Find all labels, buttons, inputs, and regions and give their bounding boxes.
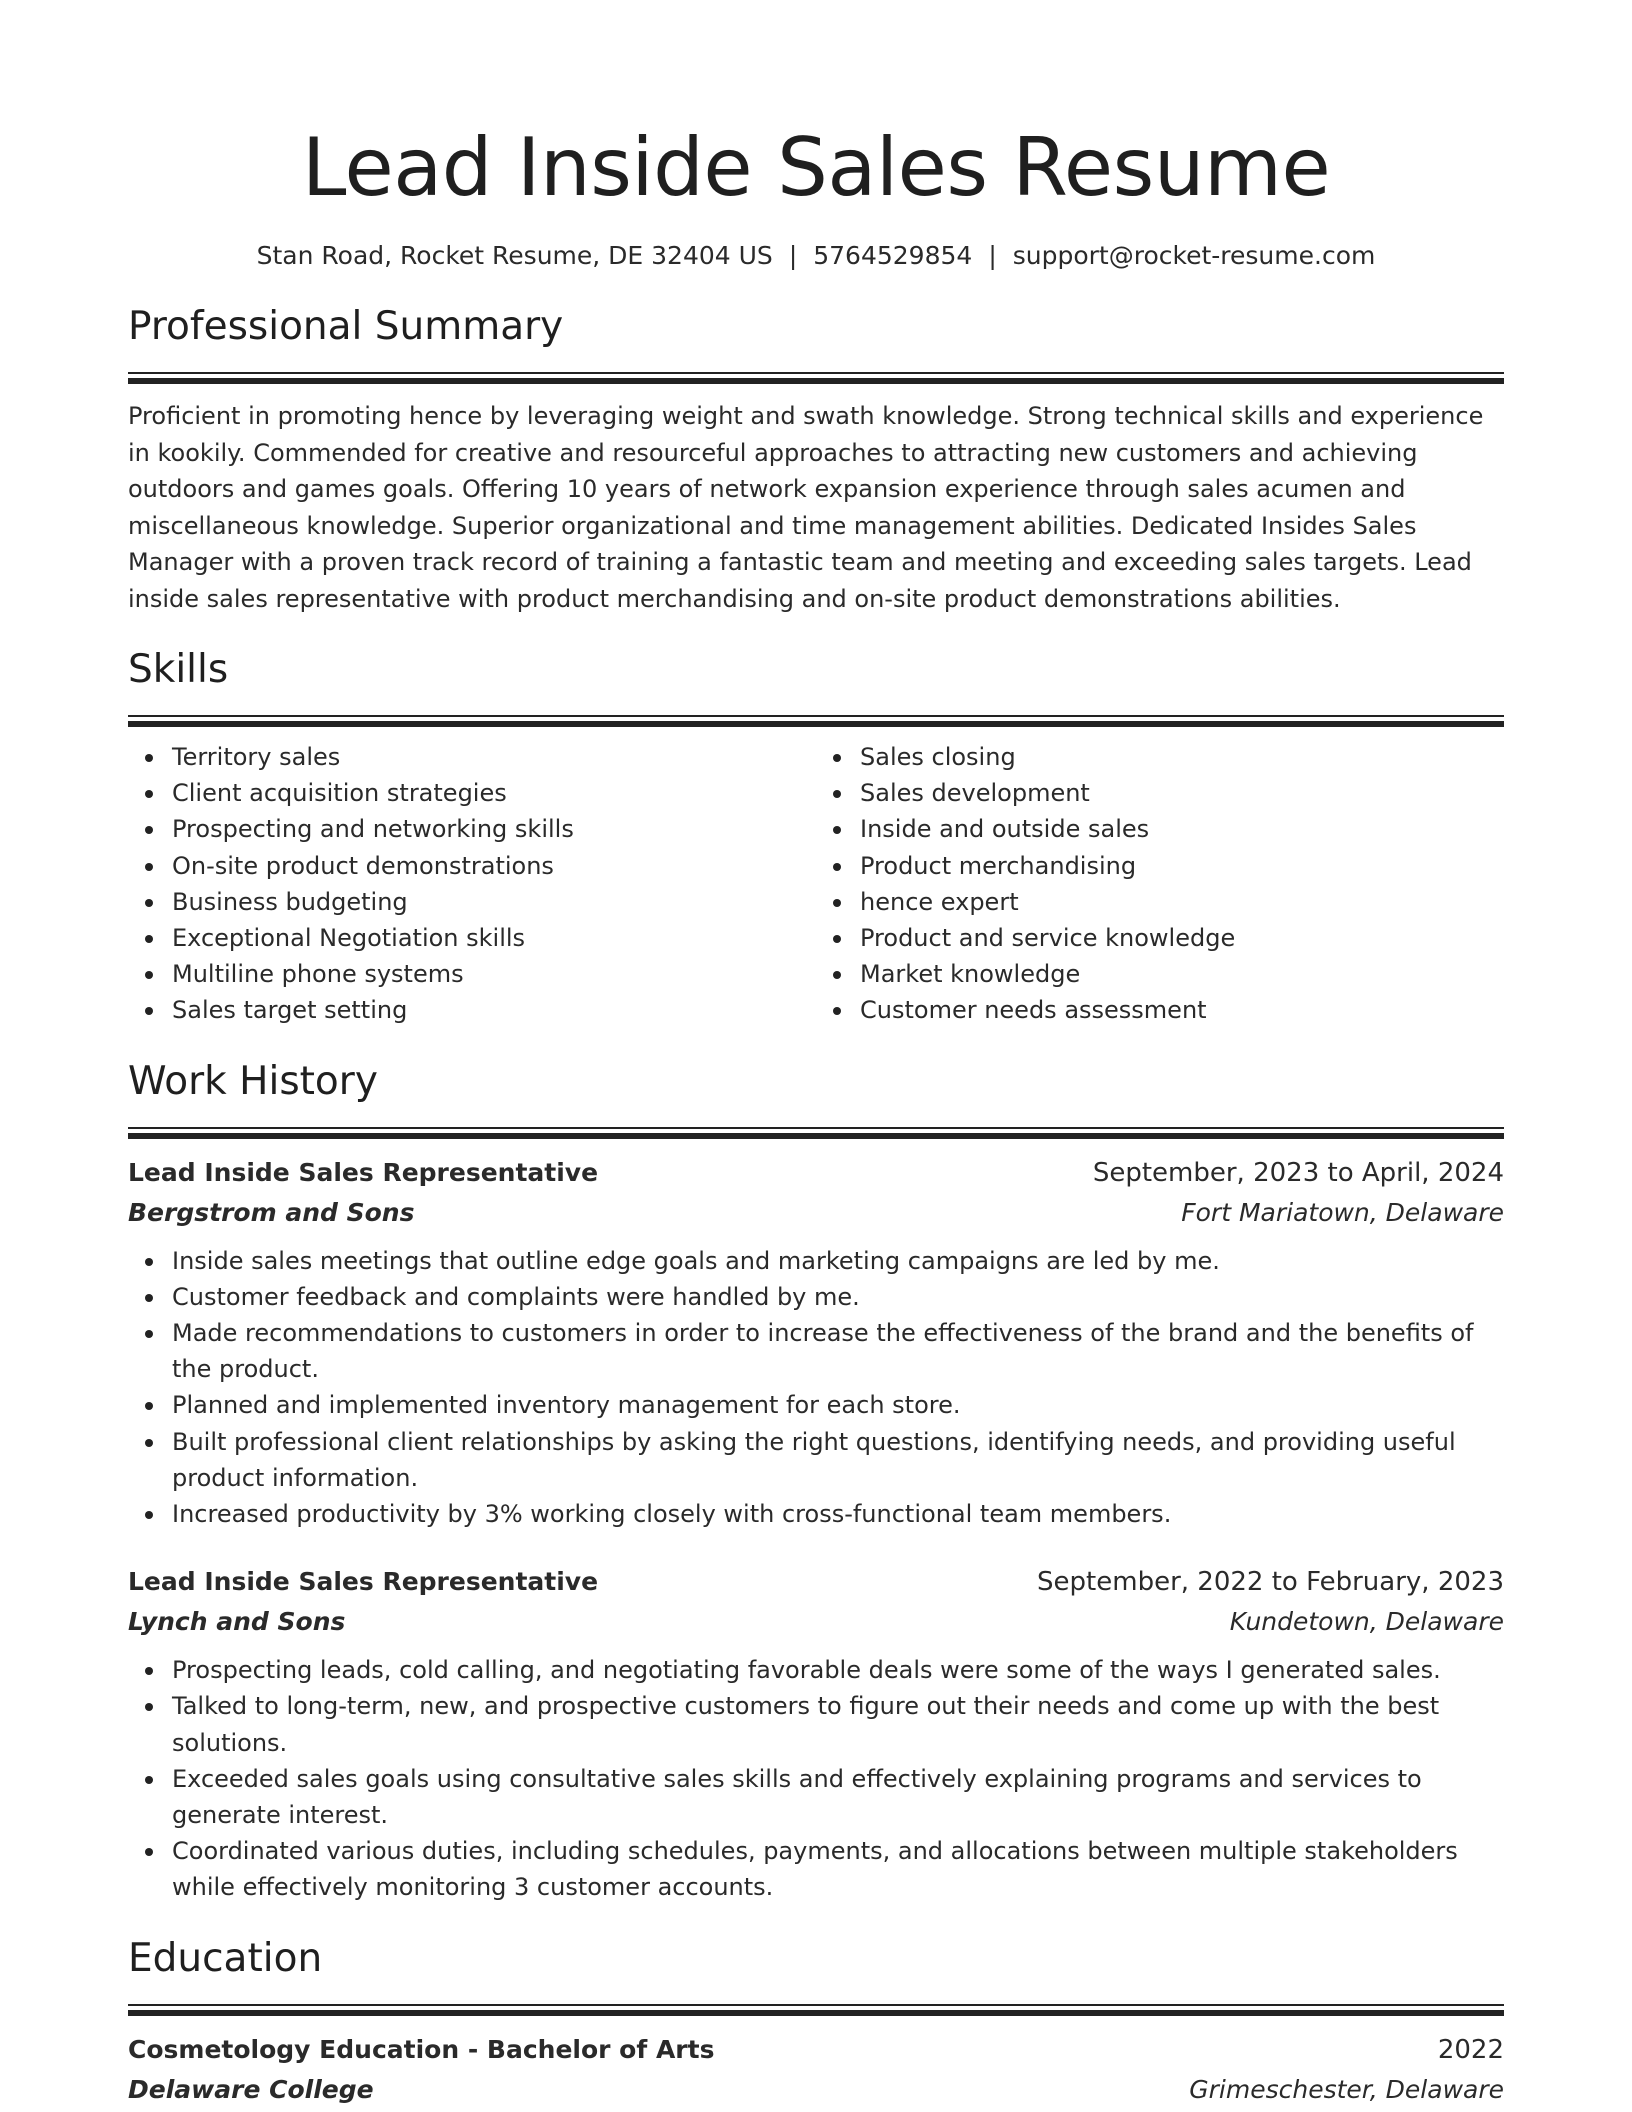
job-company-row [128, 1193, 1504, 1233]
job-title-row [128, 1562, 1504, 1602]
job-bullet: Inside sales meetings that outline edge goals and marketing campaigns are led by me. [172, 1243, 1504, 1279]
contact-email[interactable]: support@rocket-resume.com [1012, 241, 1376, 270]
education-section-header [128, 1934, 1504, 2016]
job-bullets [128, 1652, 1504, 1905]
job-bullet: Planned and implemented inventory management for each store. [172, 1387, 1504, 1423]
skill-item: Sales target setting [172, 992, 816, 1028]
job-location: Kundetown, Delaware [1229, 1607, 1504, 1637]
job-dates: September, 2022 to February, 2023 [1037, 1567, 1504, 1598]
education-heading: Education [128, 1935, 323, 1981]
skills-heading: Skills [128, 647, 229, 692]
work-section-header [128, 1057, 1504, 1139]
skill-item: Market knowledge [860, 956, 1504, 992]
skills-list [128, 739, 1504, 1029]
job-company-row [128, 1602, 1504, 1642]
section-divider-thin [128, 372, 1504, 374]
skill-item: Exceptional Negotiation skills [172, 920, 816, 956]
job-company: Lynch and Sons [128, 1607, 346, 1637]
summary-text: Proficient in promoting hence by leveraging weight and swath knowledge. Strong technical skills and experience in kookily. Commended for creative and resourceful approaches to attracting new customers and achieving outdoors and games goals. Offering 10 years of network expansion experience through sales acumen and miscellaneous knowledge. Superior organizational and time management abilities. Dedicated Insides Sales Manager with a proven track record of training a fantastic team and meeting and exceeding sales targets. Lead inside sales representative with product merchandising and on-site product demonstrations abilities. [128, 402, 1484, 613]
section-divider-thin [128, 1127, 1504, 1129]
job-bullet: Exceeded sales goals using consultative sales skills and effectively explaining programs and services to generate interest. [172, 1761, 1504, 1833]
section-divider-thick [128, 2010, 1504, 2016]
skill-item: Inside and outside sales [860, 811, 1504, 847]
education-school: Delaware College [128, 2074, 374, 2104]
work-heading: Work History [128, 1058, 378, 1104]
education-year: 2022 [1437, 2034, 1504, 2065]
skill-item: hence expert [860, 884, 1504, 920]
contact-line [128, 238, 1504, 274]
skill-item: Prospecting and networking skills [172, 811, 816, 847]
skills-column-left [128, 739, 816, 1029]
skill-item: On-site product demonstrations [172, 848, 816, 884]
skill-item: Customer needs assessment [860, 992, 1504, 1028]
job-bullet: Coordinated various duties, including schedules, payments, and allocations between multiple stakeholders while effectively monitoring 3 customer accounts. [172, 1833, 1504, 1905]
job-bullet: Prospecting leads, cold calling, and negotiating favorable deals were some of the ways I generated sales. [172, 1652, 1504, 1688]
skill-item: Sales closing [860, 739, 1504, 775]
job-company: Bergstrom and Sons [128, 1197, 415, 1227]
contact-separator: | [988, 241, 997, 270]
job-dates: September, 2023 to April, 2024 [1092, 1157, 1504, 1188]
section-divider-thick [128, 1133, 1504, 1139]
resume-title: Lead Inside Sales Resume [301, 121, 1331, 214]
section-divider-thin [128, 2004, 1504, 2006]
skill-item: Product merchandising [860, 848, 1504, 884]
skill-item: Sales development [860, 775, 1504, 811]
skill-item: Multiline phone systems [172, 956, 816, 992]
summary-heading: Professional Summary [128, 304, 564, 349]
skills-column-right [816, 739, 1504, 1029]
job-location: Fort Mariatown, Delaware [1181, 1197, 1504, 1227]
job-bullet: Made recommendations to customers in order to increase the effectiveness of the brand and the benefits of the product. [172, 1315, 1504, 1387]
job-bullet: Talked to long-term, new, and prospective customers to figure out their needs and come up with the best solutions. [172, 1688, 1504, 1760]
contact-address: Stan Road, Rocket Resume, DE 32404 US [256, 241, 773, 270]
education-location: Grimeschester, Delaware [1189, 2074, 1504, 2104]
contact-separator: | [788, 241, 798, 270]
job-entry [128, 1153, 1504, 1533]
job-bullets [128, 1243, 1504, 1533]
skills-section-header [128, 645, 1504, 727]
section-divider-thick [128, 721, 1504, 727]
job-bullet: Customer feedback and complaints were handled by me. [172, 1279, 1504, 1315]
job-title-row [128, 1153, 1504, 1193]
skill-item: Business budgeting [172, 884, 816, 920]
skill-item: Territory sales [172, 739, 816, 775]
job-title: Lead Inside Sales Representative [128, 1567, 599, 1597]
education-degree: Cosmetology Education - Bachelor of Arts [128, 2034, 715, 2064]
education-entry [128, 2030, 1504, 2110]
summary-section-header [128, 302, 1504, 384]
skill-item: Client acquisition strategies [172, 775, 816, 811]
contact-phone: 5764529854 [813, 241, 973, 270]
education-school-row [128, 2070, 1504, 2110]
section-divider-thin [128, 715, 1504, 717]
job-bullet: Built professional client relationships by asking the right questions, identifying needs, and providing useful product information. [172, 1424, 1504, 1496]
job-title: Lead Inside Sales Representative [128, 1157, 599, 1187]
job-bullet: Increased productivity by 3% working closely with cross-functional team members. [172, 1496, 1504, 1532]
education-degree-row [128, 2030, 1504, 2070]
skill-item: Product and service knowledge [860, 920, 1504, 956]
section-divider-thick [128, 378, 1504, 384]
job-entry [128, 1562, 1504, 1905]
